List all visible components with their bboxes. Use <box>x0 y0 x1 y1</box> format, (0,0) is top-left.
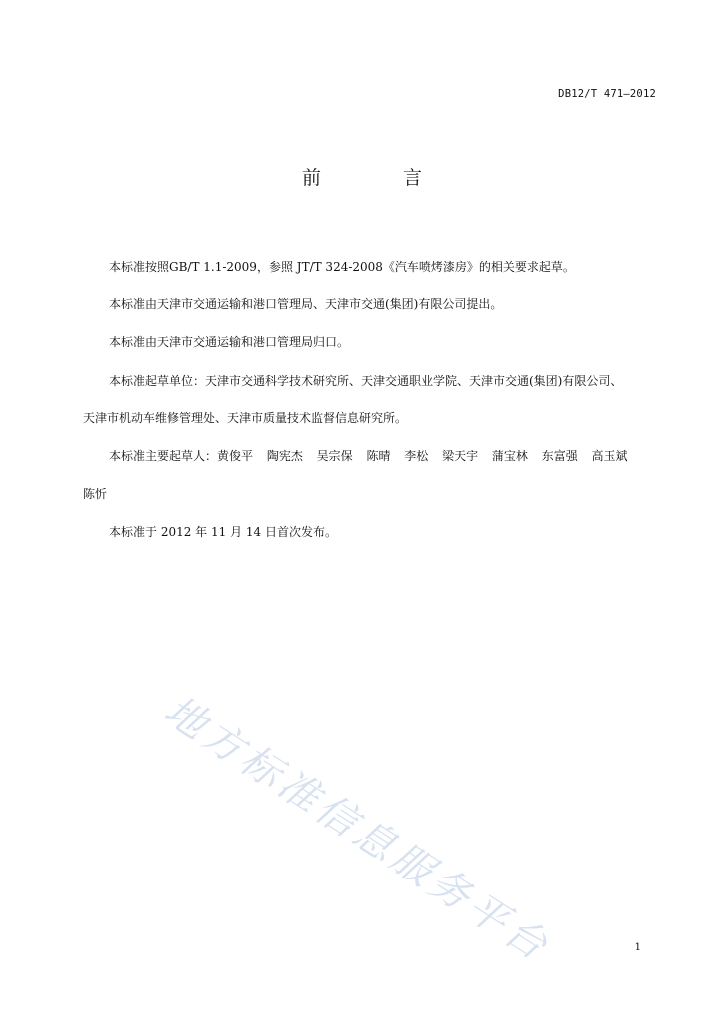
paragraph-drafters-line1: 本标准主要起草人：黄俊平 陶宪杰 吴宗保 陈晴 李松 梁天宇 蒲宝林 东富强 高玉斌 <box>109 449 628 463</box>
watermark: 地方标准信息服务平台 <box>156 687 559 972</box>
paragraph-drafting-basis: 本标准按照GB/T 1.1-2009，参照 JT/T 324-2008《汽车喷烤漆房》的相关要求起草。 <box>109 260 575 274</box>
page-number: 1 <box>634 942 641 953</box>
paragraph-drafting-units-line2: 天津市机动车维修管理处、天津市质量技术监督信息研究所。 <box>83 411 408 425</box>
paragraph-proposer: 本标准由天津市交通运输和港口管理局、天津市交通(集团)有限公司提出。 <box>109 297 503 311</box>
paragraph-release-date: 本标准于 2012 年 11 月 14 日首次发布。 <box>109 525 337 539</box>
document-code: DB12/T 471—2012 <box>558 88 656 100</box>
paragraph-drafters-line2: 陈忻 <box>83 487 108 501</box>
page-title: 前 言 <box>301 167 461 189</box>
paragraph-centralized-unit: 本标准由天津市交通运输和港口管理局归口。 <box>109 335 350 349</box>
paragraph-drafting-units-line1: 本标准起草单位：天津市交通科学技术研究所、天津交通职业学院、天津市交通(集团)有限公司、 <box>109 374 623 388</box>
